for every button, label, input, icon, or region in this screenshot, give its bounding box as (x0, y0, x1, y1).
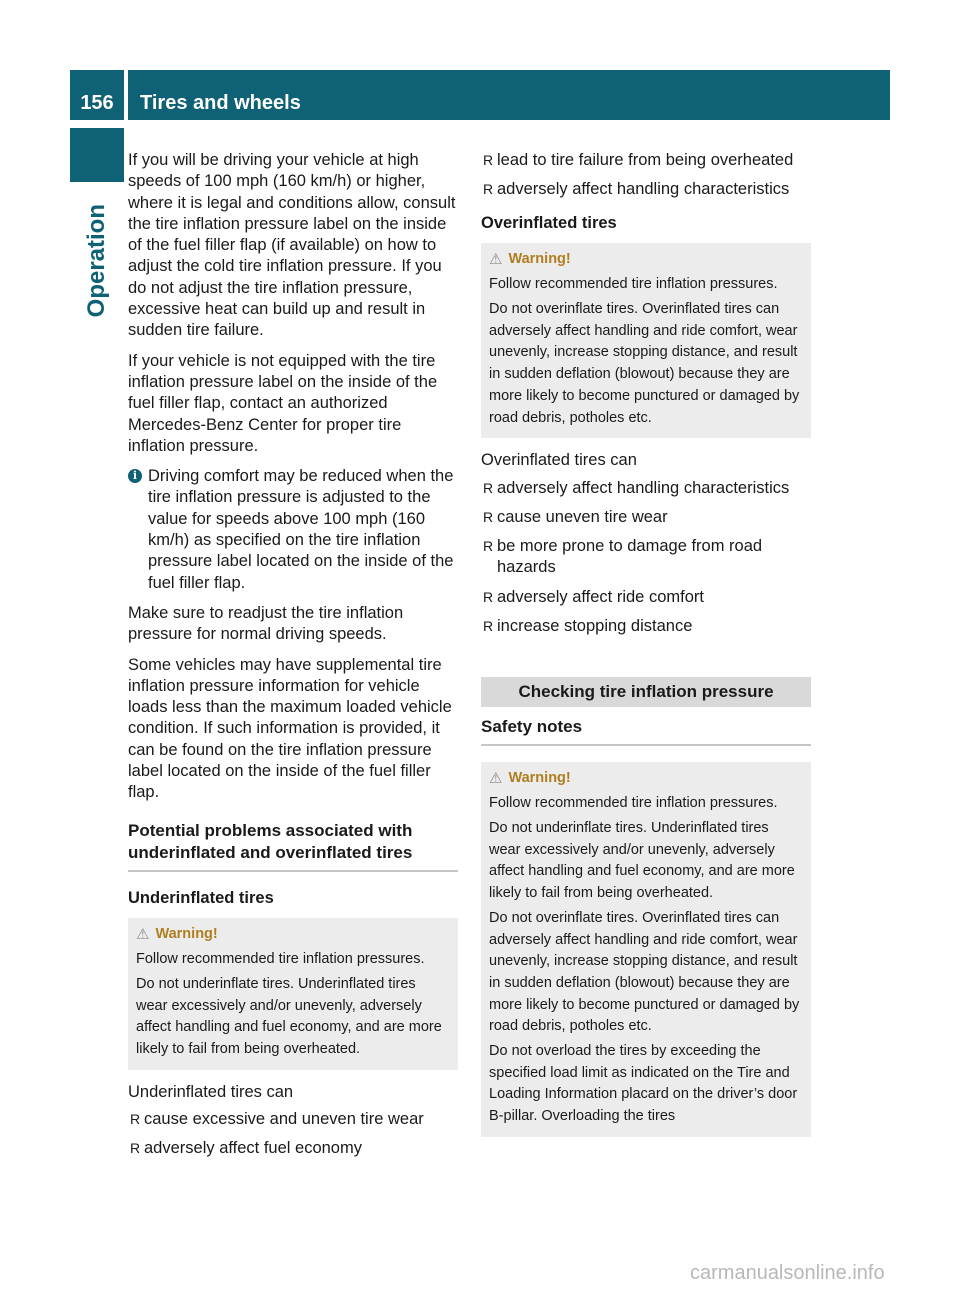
list-item: R increase stopping distance (481, 616, 811, 637)
warning-title (489, 249, 803, 271)
list-item: R adversely affect fuel economy (128, 1138, 458, 1159)
intro-line: of the fuel filler flap (if available) on how to (128, 236, 437, 255)
warning-box (128, 918, 458, 1070)
intro-paragraph (128, 150, 458, 342)
side-tab-marker (70, 128, 124, 182)
warning-text: Follow recommended tire inflation pressures. (489, 276, 778, 293)
intro-line: excessive heat can build up and result in (128, 300, 426, 319)
list-item: R cause uneven tire wear (481, 507, 811, 528)
list-item: R be more prone to damage from road hazards (481, 536, 811, 579)
bullet-list (481, 478, 811, 638)
warning-title (136, 924, 450, 946)
list-item: R cause excessive and uneven tire wear (128, 1109, 458, 1130)
list-item: R adversely affect handling characteristics (481, 478, 811, 499)
warning-text: Do not underinflate tires. Underinflated tires wear excessively and/or unevenly, adversely affect handling and fuel economy, and are more likely to fail from being overheated. (489, 820, 795, 902)
paragraph: If your vehicle is not equipped with the tire inflation pressure label on the inside of the fuel filler flap, contact an authorized Mercedes-Benz Center for proper tire inflation pressure. (128, 351, 438, 455)
intro-line: where it is legal and conditions allow, consult (128, 193, 456, 212)
intro-line: sudden tire failure. (128, 321, 264, 340)
warning-text: Do not underinflate tires. Underinflated tires wear excessively and/or unevenly, adversely affect handling and fuel economy, and are more likely to fail from being overheated. (136, 976, 442, 1058)
section-title-bar: Checking tire inflation pressure (481, 677, 811, 706)
warning-box (481, 762, 811, 1137)
bullet-list (481, 150, 811, 201)
warning-text: Do not overinflate tires. Overinflated tires can adversely affect handling and ride comfort, wear unevenly, increase stopping distance, and result in sudden deflation (blowout) because they are more likely to become punctured or damaged by road debris, potholes etc. (489, 301, 800, 426)
paragraph: Make sure to readjust the tire inflation pressure for normal driving speeds. (128, 603, 404, 644)
section-heading: Safety notes (481, 716, 811, 746)
page-title: Tires and wheels (128, 70, 890, 120)
intro-line: adjust the cold tire inflation pressure. If you (128, 257, 442, 276)
side-tab (70, 190, 124, 490)
intro-line: speeds of 100 mph (160 km/h) or higher, (128, 172, 426, 191)
bullet-list (128, 1109, 458, 1160)
list-item: R adversely affect handling characteristics (481, 179, 811, 200)
list-item: R lead to tire failure from being overheated (481, 150, 811, 171)
warning-text: Do not overload the tires by exceeding the specified load limit as indicated on the Tire and Loading Information placard on the driver’s door B-pillar. Overloading the tires (489, 1043, 798, 1125)
paragraph: Overinflated tires can (481, 451, 637, 470)
section-heading: Potential problems associated with underinflated and overinflated tires (128, 820, 458, 872)
watermark: carmanualsonline.info (690, 1262, 885, 1284)
warning-title-text: Warning! (155, 925, 218, 942)
subheading: Overinflated tires (481, 213, 617, 232)
warning-triangle-icon: ⚠ (489, 769, 503, 787)
warning-title-text: Warning! (508, 769, 571, 786)
intro-line: the tire inflation pressure label on the inside (128, 214, 447, 233)
warning-title (489, 768, 803, 790)
page-number: 156 (70, 70, 124, 120)
subheading: Underinflated tires (128, 888, 274, 907)
intro-line: do not adjust the tire inflation pressure, (128, 278, 413, 297)
warning-box (481, 243, 811, 439)
right-column (481, 150, 811, 1149)
intro-line: If you will be driving your vehicle at high (128, 151, 419, 169)
left-column (128, 150, 458, 1168)
warning-text: Follow recommended tire inflation pressures. (489, 795, 778, 812)
warning-text: Do not overinflate tires. Overinflated tires can adversely affect handling and ride comfort, wear unevenly, increase stopping distance, and result in sudden deflation (blowout) because they are more likely to become punctured or damaged by road debris, potholes etc. (489, 909, 800, 1035)
info-icon: i (128, 469, 142, 483)
paragraph: Underinflated tires can (128, 1082, 294, 1101)
warning-title-text: Warning! (508, 250, 571, 267)
warning-triangle-icon: ⚠ (489, 250, 503, 268)
paragraph: Some vehicles may have supplemental tire inflation pressure information for vehicle loads less than the maximum loaded vehicle condition. If such information is provided, it can be found on the tire inflation pressure label located on the inside of the fuel filler flap. (128, 655, 452, 802)
info-note-text: Driving comfort may be reduced when the tire inflation pressure is adjusted to the value for speeds above 100 mph (160 km/h) as specified on the tire inflation pressure label located on the inside of the fuel filler flap. (148, 467, 454, 592)
info-note (128, 466, 458, 594)
warning-triangle-icon: ⚠ (136, 925, 150, 943)
side-tab-label: Operation (83, 204, 110, 318)
warning-text: Follow recommended tire inflation pressures. (136, 951, 425, 968)
list-item: R adversely affect ride comfort (481, 587, 811, 608)
